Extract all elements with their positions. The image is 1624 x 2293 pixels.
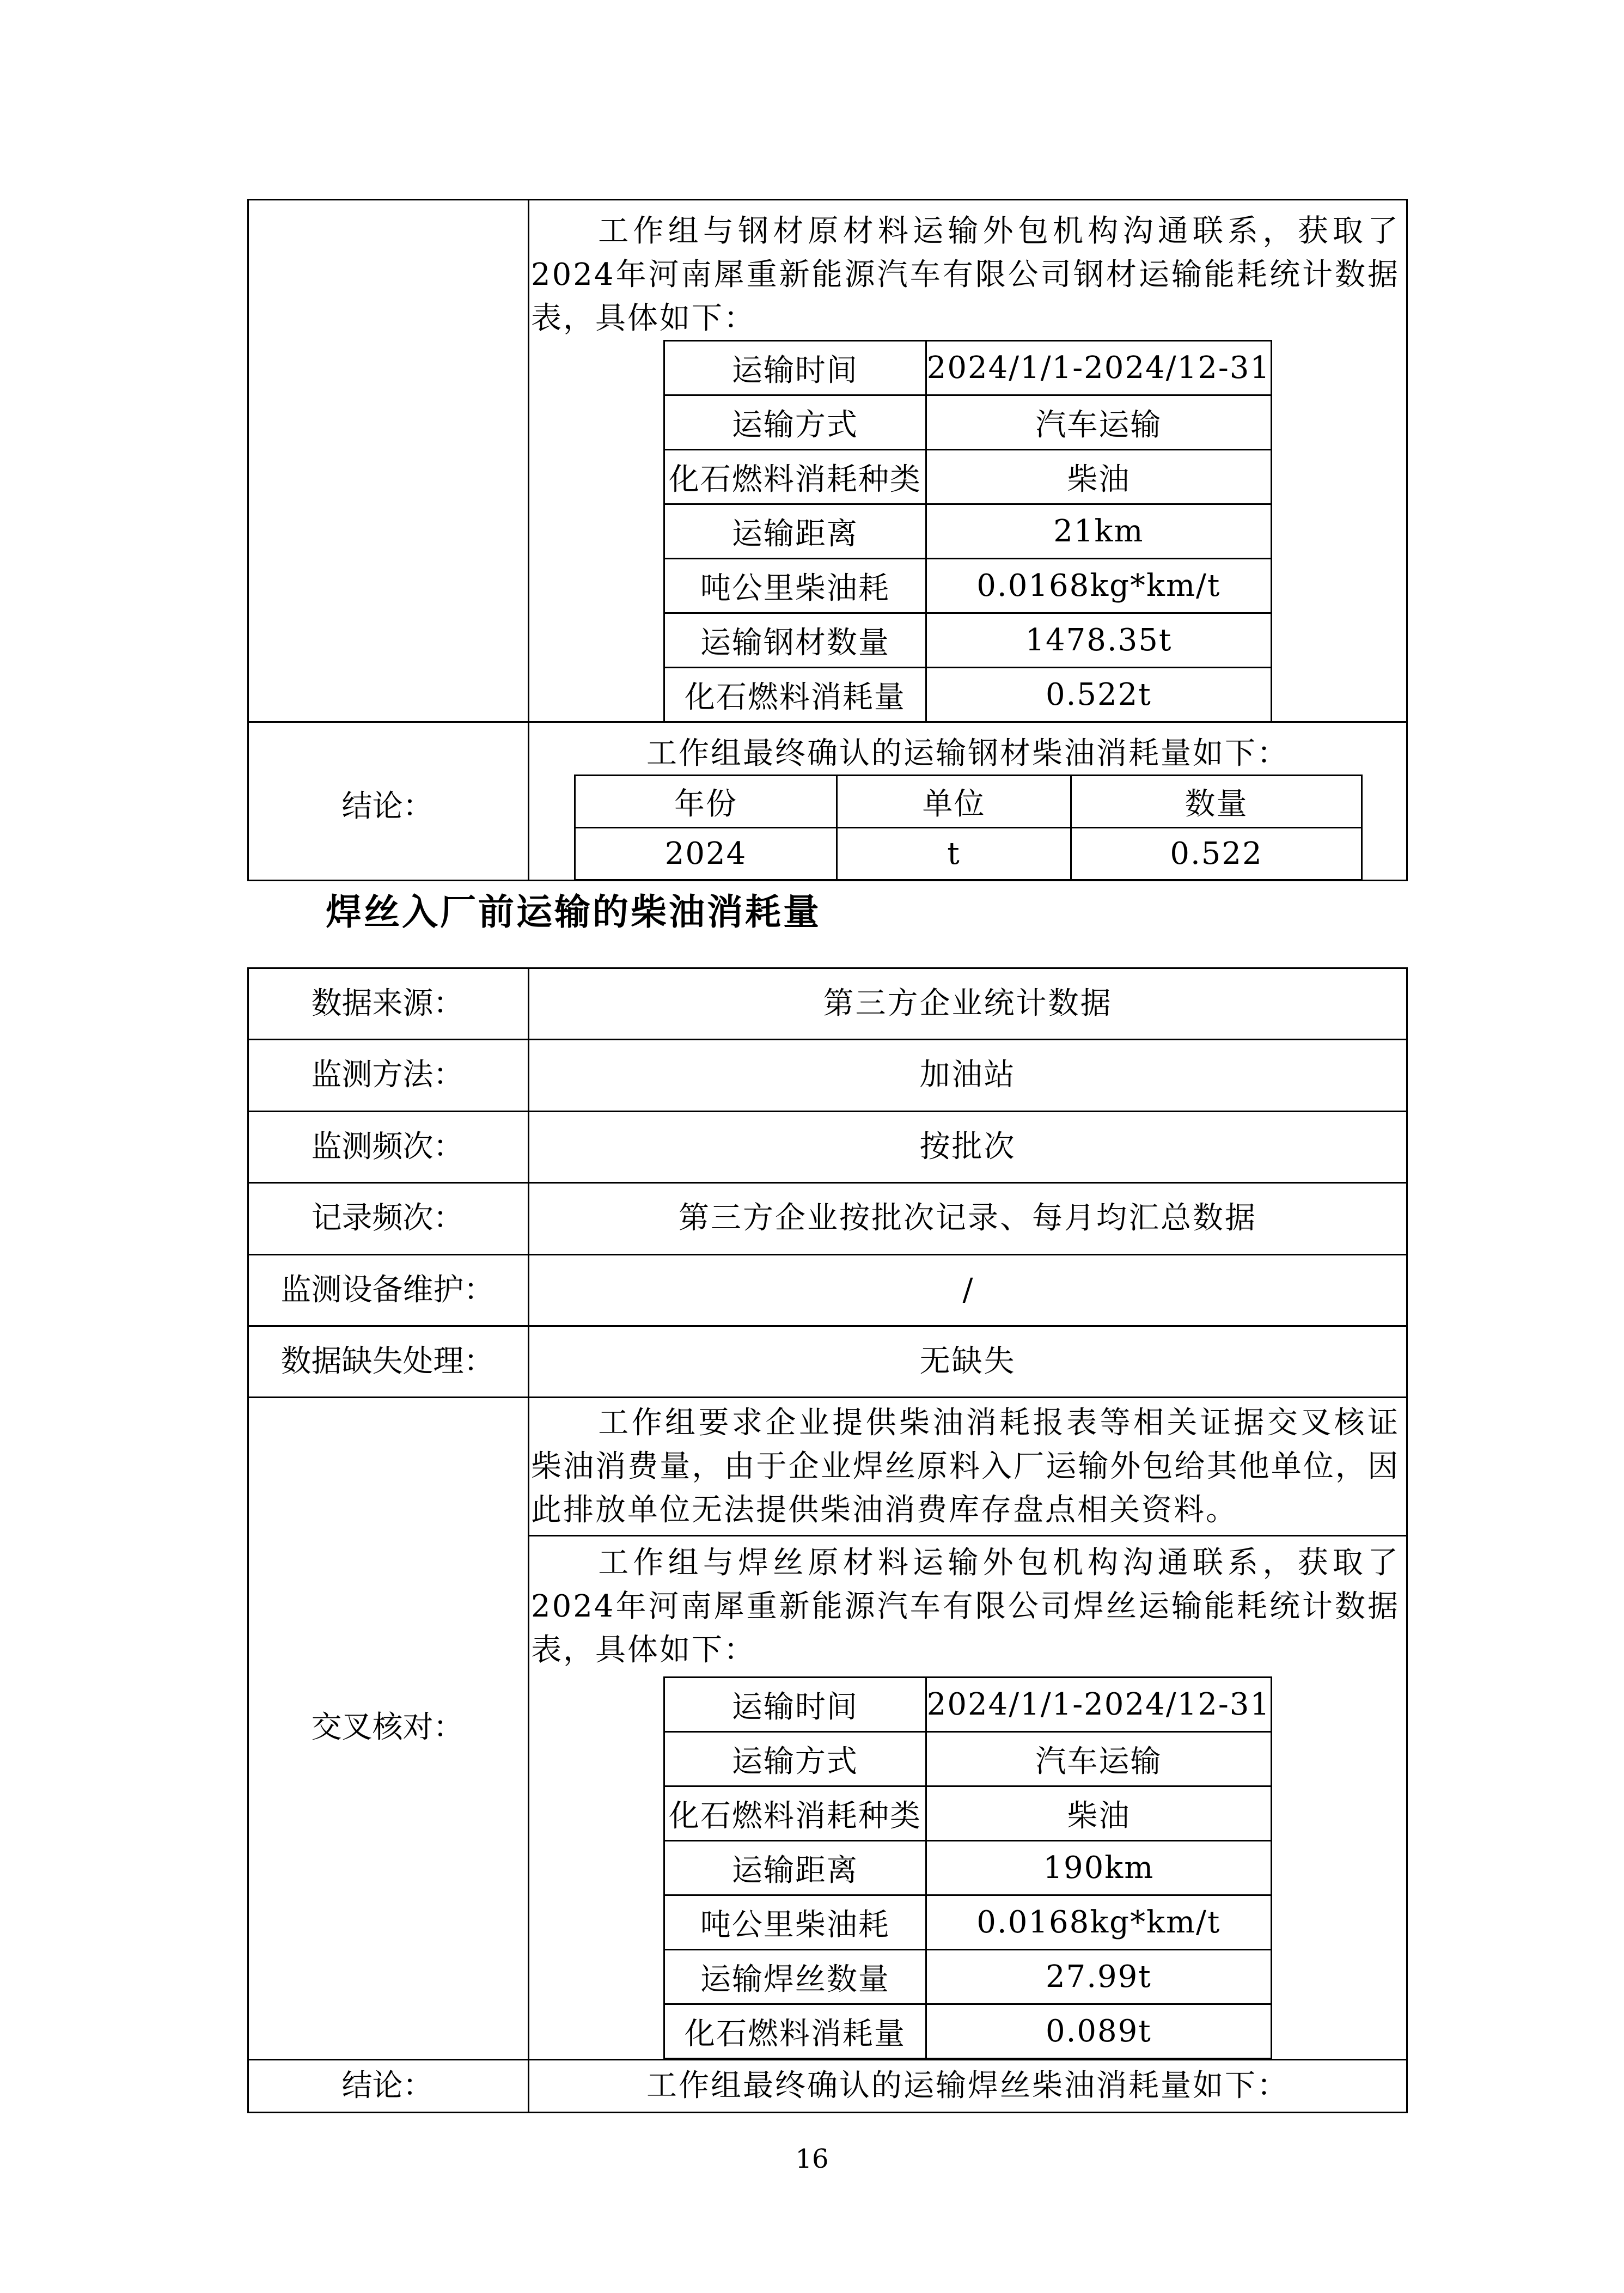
cross-check-text-2: 工作组与焊丝原材料运输外包机构沟通联系，获取了2024年河南犀重新能源汽车有限公司焊丝运输能耗统计数据表，具体如下： bbox=[531, 1545, 1400, 1668]
transport-value: 柴油 bbox=[926, 1786, 1271, 1841]
bottom-transport-table bbox=[663, 1676, 1272, 2059]
top-table-column-divider bbox=[528, 199, 529, 881]
transport-value: 0.0168kg*km/t bbox=[926, 1895, 1271, 1950]
recording-frequency-label: 记录频次： bbox=[311, 1200, 464, 1236]
missing-data-label: 数据缺失处理： bbox=[280, 1344, 494, 1379]
transport-value: 柴油 bbox=[926, 450, 1271, 504]
transport-value: 27.99t bbox=[926, 1950, 1271, 2004]
top-conclusion-label: 结论： bbox=[341, 789, 434, 824]
result-header-amount: 数量 bbox=[1071, 776, 1362, 828]
bottom-conclusion-text: 工作组最终确认的运输焊丝柴油消耗量如下： bbox=[646, 2068, 1289, 2103]
top-cross-check-text: 工作组与钢材原材料运输外包机构沟通联系，获取了2024年河南犀重新能源汽车有限公司钢材运输能耗统计数据表，具体如下： bbox=[531, 214, 1400, 336]
bottom-row-divider bbox=[247, 1182, 1408, 1184]
cross-check-text-1: 工作组要求企业提供柴油消耗报表等相关证据交叉核证柴油消费量，由于企业焊丝原料入厂运输外包给其他单位，因此排放单位无法提供柴油消费库存盘点相关资料。 bbox=[531, 1405, 1400, 1528]
transport-value: 21km bbox=[926, 504, 1271, 559]
transport-value: 0.089t bbox=[926, 2004, 1271, 2059]
bottom-conclusion-label: 结论： bbox=[341, 2068, 434, 2103]
transport-label: 运输时间 bbox=[664, 1678, 926, 1732]
transport-value: 汽车运输 bbox=[926, 1732, 1271, 1786]
bottom-row-divider bbox=[247, 1254, 1408, 1255]
bottom-row-divider bbox=[247, 1111, 1408, 1112]
recording-frequency-value: 第三方企业按批次记录、每月均汇总数据 bbox=[679, 1200, 1257, 1236]
transport-label: 运输钢材数量 bbox=[664, 613, 926, 668]
transport-label: 运输方式 bbox=[664, 1732, 926, 1786]
transport-label: 运输焊丝数量 bbox=[664, 1950, 926, 2004]
transport-label: 化石燃料消耗量 bbox=[664, 668, 926, 722]
transport-label: 运输时间 bbox=[664, 341, 926, 395]
transport-label: 运输距离 bbox=[664, 504, 926, 559]
transport-value: 2024/1/1-2024/12-31 bbox=[926, 1678, 1271, 1732]
transport-value: 汽车运输 bbox=[926, 395, 1271, 450]
transport-label: 化石燃料消耗种类 bbox=[664, 1786, 926, 1841]
bottom-row-divider bbox=[247, 1039, 1408, 1040]
data-source-label: 数据来源： bbox=[311, 986, 464, 1021]
result-header-year: 年份 bbox=[575, 776, 837, 828]
result-year: 2024 bbox=[575, 828, 837, 880]
cross-check-divider bbox=[528, 1535, 1408, 1536]
bottom-row-divider bbox=[247, 1396, 1408, 1398]
equipment-maintenance-value: / bbox=[962, 1272, 973, 1308]
transport-value: 0.522t bbox=[926, 668, 1271, 722]
cross-check-label: 交叉核对： bbox=[311, 1710, 464, 1745]
transport-label: 吨公里柴油耗 bbox=[664, 1895, 926, 1950]
page-number: 16 bbox=[795, 2144, 829, 2174]
transport-value: 0.0168kg*km/t bbox=[926, 559, 1271, 613]
data-source-value: 第三方企业统计数据 bbox=[823, 986, 1113, 1021]
result-amount: 0.522 bbox=[1071, 828, 1362, 880]
transport-value: 190km bbox=[926, 1841, 1271, 1895]
monitoring-frequency-label: 监测频次： bbox=[311, 1129, 464, 1164]
transport-label: 运输距离 bbox=[664, 1841, 926, 1895]
transport-label: 吨公里柴油耗 bbox=[664, 559, 926, 613]
monitoring-frequency-value: 按批次 bbox=[919, 1129, 1016, 1164]
transport-value: 1478.35t bbox=[926, 613, 1271, 668]
monitoring-method-label: 监测方法： bbox=[311, 1057, 464, 1093]
top-conclusion-text: 工作组最终确认的运输钢材柴油消耗量如下： bbox=[646, 736, 1289, 771]
result-unit: t bbox=[837, 828, 1071, 880]
equipment-maintenance-label: 监测设备维护： bbox=[280, 1272, 494, 1308]
missing-data-value: 无缺失 bbox=[919, 1344, 1016, 1379]
transport-label: 化石燃料消耗量 bbox=[664, 2004, 926, 2059]
monitoring-method-value: 加油站 bbox=[919, 1057, 1016, 1093]
bottom-row-divider bbox=[247, 1325, 1408, 1327]
section-heading: 焊丝入厂前运输的柴油消耗量 bbox=[326, 891, 821, 933]
result-header-unit: 单位 bbox=[837, 776, 1071, 828]
transport-label: 化石燃料消耗种类 bbox=[664, 450, 926, 504]
top-transport-table bbox=[663, 340, 1272, 723]
transport-value: 2024/1/1-2024/12-31 bbox=[926, 341, 1271, 395]
top-result-table bbox=[574, 775, 1363, 881]
transport-label: 运输方式 bbox=[664, 395, 926, 450]
